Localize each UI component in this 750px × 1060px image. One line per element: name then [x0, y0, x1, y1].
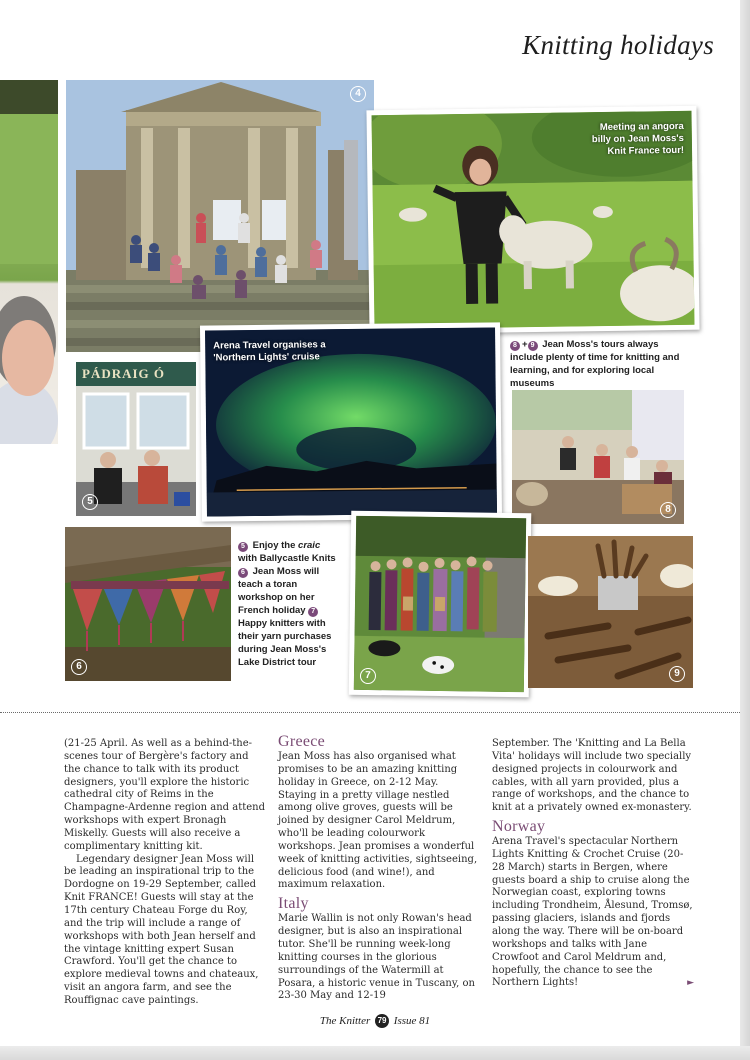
caption-5-text-b: with Ballycastle Knits	[238, 553, 336, 564]
photo-number-4: 4	[350, 86, 366, 102]
shop-sign: PÁDRAIG Ó	[82, 366, 166, 381]
caption-number-9: 9	[528, 341, 538, 351]
photo-wooden-tools	[528, 536, 693, 688]
footer-issue: Issue 81	[393, 1015, 431, 1027]
caption-ballycastle-toran-lakes	[238, 539, 338, 669]
caption-5-text-a: Enjoy the	[252, 540, 296, 551]
article-paragraph: Jean Moss has also organised what promises to be an amazing knitting holiday in Greece, on 2-12 May. Staying in a pretty village nestled among olive groves, guests will be joined by designer Carol Meldrum, who'll be leading colourwork workshops. Jean promises a wonderful week of knitting activities, sightseeing, delicious food (and wine!), and maximum relaxation.	[278, 751, 478, 891]
norway-text: Arena Travel's spectacular Northern Lights Knitting & Crochet Cruise (20-28 March) starts in Bergen, where guests board a ship to cruise along the Norwegian coast, exploring towns including Trondheim, Ålesund, Tromsø, passing glaciers, islands and fjords along the way. There will be on-board workshops and talks with Jane Crowfoot and Carol Meldrum and, hopefully, the chance to see the Northern Lights!	[492, 836, 693, 989]
photo-angora-goat	[366, 106, 699, 335]
caption-number-8: 8	[510, 341, 520, 351]
caption-7-text: Happy knitters with their yarn purchases during Jean Moss's Lake District tour	[238, 618, 332, 668]
footer-magazine: The Knitter	[319, 1015, 371, 1027]
article-column-3	[492, 738, 696, 990]
photo-number-5: 5	[82, 494, 98, 510]
article-column-2	[278, 732, 480, 1003]
section-divider	[0, 712, 740, 713]
photo-shop-ballycastle	[76, 362, 196, 516]
article-paragraph: Marie Wallin is not only Rowan's head designer, but is also an inspirational tutor. She'll be running week-long knitting courses in the glorious surroundings of the Watermill at Posara, a historic venue in Tuscany, on 23-30 May and 12-19	[278, 913, 475, 1002]
heading-greece: Greece	[278, 733, 326, 750]
caption-number-6: 6	[238, 568, 248, 578]
caption-5-emphasis: craic	[298, 540, 321, 551]
photo-number-6: 6	[71, 659, 87, 675]
heading-norway: Norway	[492, 818, 546, 836]
angora-photo-caption: Meeting an angora billy on Jean Moss's Knit France tour!	[591, 120, 685, 157]
photo-lake-district-group	[349, 511, 532, 697]
aurora-photo-caption: Arena Travel organises a 'Northern Lights' cruise	[213, 339, 326, 364]
heading-italy: Italy	[278, 895, 309, 913]
page-footer	[0, 1014, 750, 1028]
article-paragraph	[492, 836, 696, 990]
photo-number-8: 8	[660, 502, 676, 518]
page-bottom-edge	[0, 1046, 750, 1060]
photo-northern-lights	[200, 322, 502, 521]
caption-number-5: 5	[238, 542, 248, 552]
caption-6-text: Jean Moss will teach a toran workshop on her French holiday	[238, 566, 320, 616]
caption-tours-text: Jean Moss's tours always include plenty of time for knitting and learning, and for exploring local museums	[510, 339, 680, 389]
article-paragraph: (21-25 April. As well as a behind-the-scenes tour of Bergère's factory and the chance to talk with its product designers, you'll explore the historic cathedral city of Reims in the Champagne-Ardenne region and attend workshops with expert Bronagh Miskelly. Guests will also receive a complimentary knitting kit.	[64, 738, 266, 852]
photo-portrait-partial	[0, 80, 58, 444]
caption-tours: 8 + 9 Jean Moss's tours always include plenty of time for knitting and learning, and for exploring local museums	[510, 339, 680, 389]
section-title: Knitting holidays	[522, 30, 714, 60]
article-column-1	[64, 738, 268, 1008]
page-edge	[740, 0, 750, 1060]
photo-mansion-group	[66, 80, 374, 352]
page-number: 79	[375, 1014, 389, 1028]
photo-museum-tearoom	[512, 390, 684, 524]
article-paragraph: September. The 'Knitting and La Bella Vita' holidays will include two specially designed projects in colourwork and cables, with all yarn provided, plus a range of workshops, and the chance to knit at a privately owned ex-monastery.	[492, 738, 692, 814]
photo-number-9: 9	[669, 666, 685, 682]
photo-toran-bunting	[65, 527, 231, 681]
continue-arrow-icon: ►	[687, 978, 694, 989]
article-paragraph: Legendary designer Jean Moss will be leading an inspirational trip to the Dordogne on 19-29 September, called Knit FRANCE! Guests will stay at the 17th century Chateau Forge du Roy, and the trip will include a range of workshops with both Jean herself and the vintage knitting expert Susan Crawford. You'll get the chance to explore medieval towns and chateaux, visit an angora farm, and see the Rouffignac cave paintings.	[64, 853, 259, 1006]
photo-number-7: 7	[360, 668, 376, 684]
caption-number-7: 7	[308, 607, 318, 617]
